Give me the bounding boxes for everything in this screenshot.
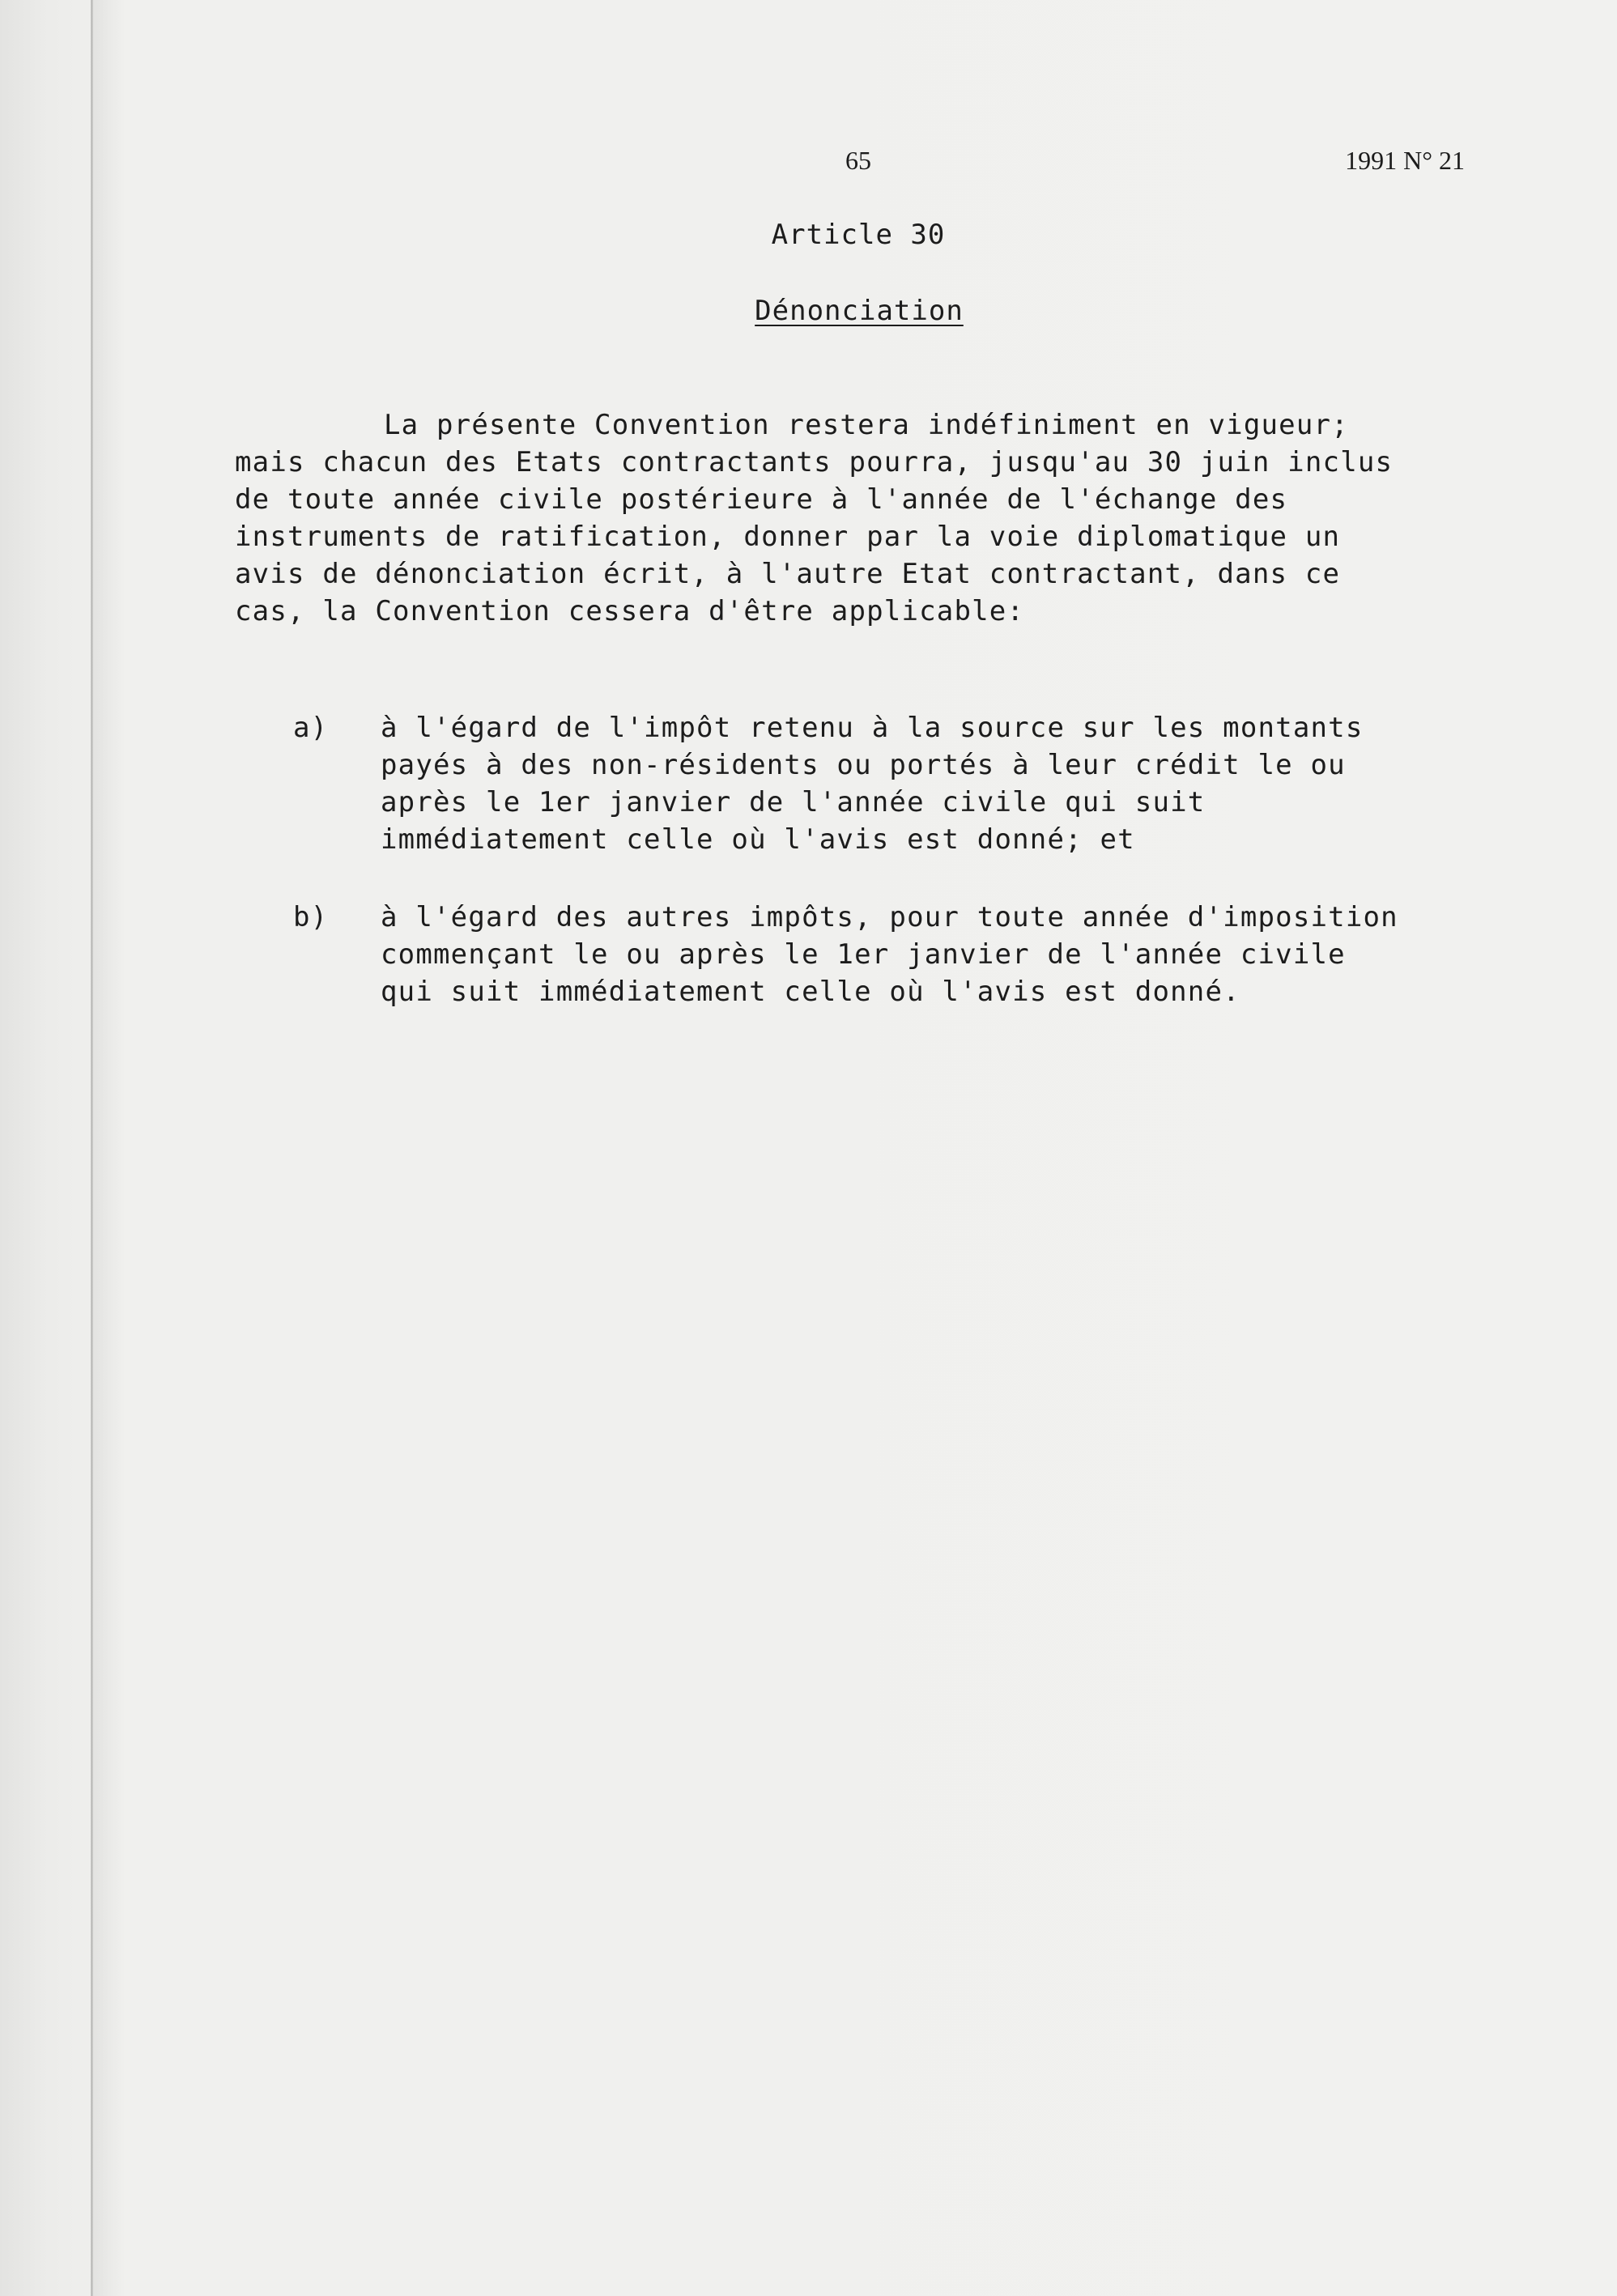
- paragraph-line: cas, la Convention cessera d'être applicable:: [235, 595, 1025, 627]
- item-line: à l'égard de l'impôt retenu à la source sur les montants: [381, 712, 1364, 744]
- item-line: commençant le ou après le 1er janvier de l'année civile: [381, 938, 1346, 971]
- paragraph-line: La présente Convention restera indéfiniment en vigueur;: [384, 409, 1349, 441]
- paragraph-line: mais chacun des Etats contractants pourra, jusqu'au 30 juin inclus: [235, 446, 1394, 478]
- list-item-marker: b): [293, 901, 329, 933]
- document-reference: 1991 N° 21: [1345, 146, 1465, 175]
- paragraph-line: avis de dénonciation écrit, à l'autre Etat contractant, dans ce: [235, 558, 1341, 590]
- item-line: qui suit immédiatement celle où l'avis est donné.: [381, 976, 1240, 1008]
- item-line: à l'égard des autres impôts, pour toute année d'imposition: [381, 901, 1398, 933]
- paragraph-line: instruments de ratification, donner par la voie diplomatique un: [235, 521, 1341, 553]
- list-item-marker: a): [293, 712, 329, 744]
- list-item-text: [381, 899, 1514, 1010]
- article-paragraph: [235, 406, 1498, 630]
- paragraph-line: de toute année civile postérieure à l'année de l'échange des: [235, 483, 1288, 516]
- item-line: après le 1er janvier de l'année civile qui suit: [381, 786, 1206, 818]
- list-item-text: [381, 709, 1514, 858]
- item-line: immédiatement celle où l'avis est donné; et: [381, 823, 1135, 856]
- page-number: 65: [845, 146, 871, 175]
- article-subtitle-text: Dénonciation: [755, 295, 964, 327]
- article-subtitle: [0, 293, 1617, 329]
- item-line: payés à des non-résidents ou portés à leur crédit le ou: [381, 749, 1346, 781]
- article-title: Article 30: [771, 219, 946, 251]
- binding-shadow: [93, 0, 126, 2296]
